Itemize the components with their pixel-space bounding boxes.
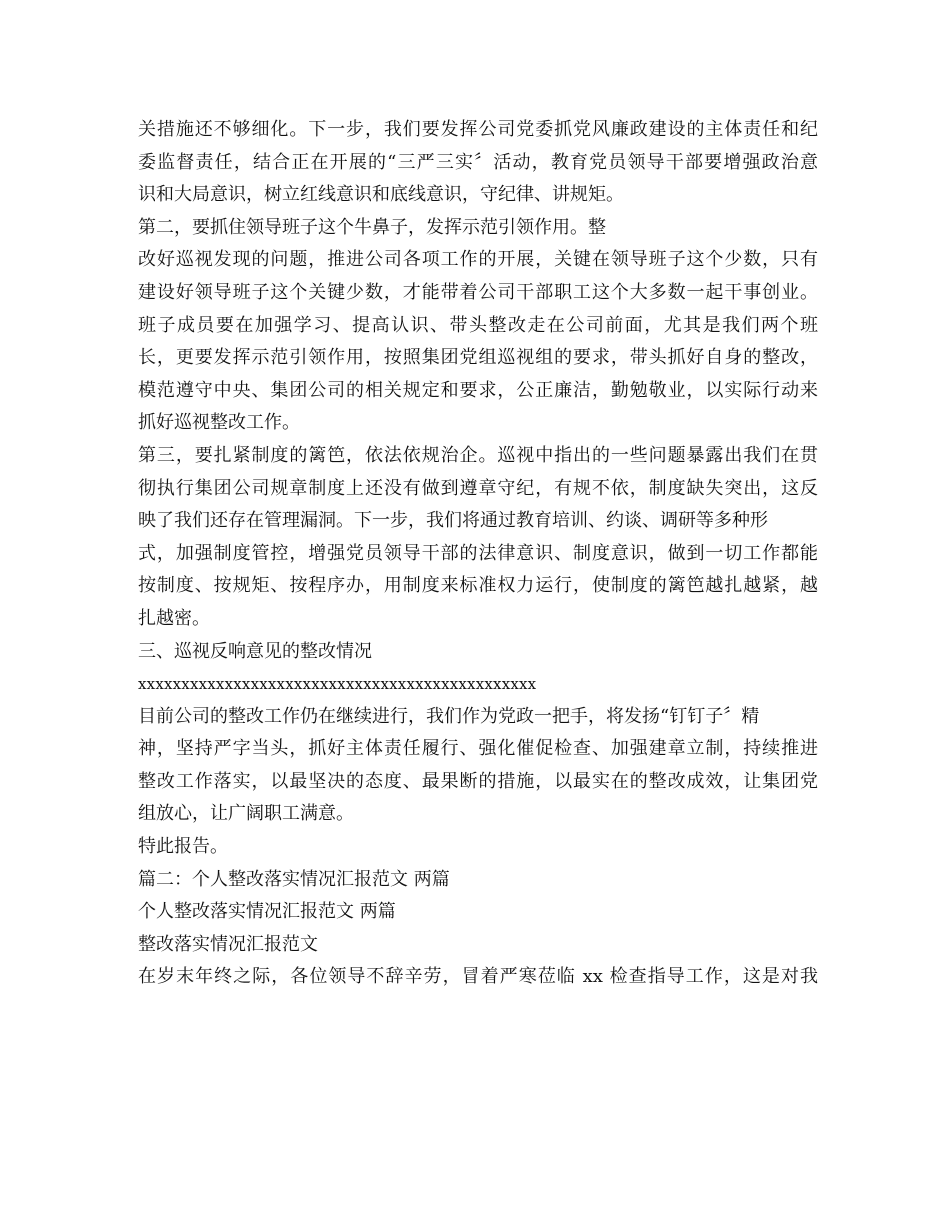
redacted-line: xxxxxxxxxxxxxxxxxxxxxxxxxxxxxxxxxxxxxxxxxxxxxx — [138, 675, 537, 694]
body-line: 神，坚持严字当头，抓好主体责任履行、强化催促检查、加强建章立制，持续推进 — [138, 738, 818, 760]
body-line: 组放心，让广阔职工满意。 — [138, 803, 354, 825]
body-line: 抓好巡视整改工作。 — [138, 412, 300, 434]
body-line: 建设好领导班子这个关键少数，才能带着公司干部职工这个大多数一起干事创业。 — [138, 281, 818, 303]
body-line: 模范遵守中央、集团公司的相关规定和要求，公正廉洁，勤勉敬业，以实际行动来 — [138, 379, 818, 401]
body-line: 映了我们还存在管理漏洞。下一步，我们将通过教育培训、约谈、调研等多种形 — [138, 510, 768, 532]
document-body — [138, 114, 818, 994]
body-line: 委监督责任，结合正在开展的“三严三实〞活动，教育党员领导干部要增强政治意 — [138, 151, 818, 173]
section-heading-third: 第三，要扎紧制度的篱笆，依法依规治企。巡视中指出的一些问题暴露出我们在贯 — [138, 444, 818, 466]
body-line: 在岁末年终之际，各位领导不辞辛劳，冒着严寒莅临 xx 检查指导工作，这是对我 — [138, 966, 818, 988]
body-line: 扎越密。 — [138, 607, 210, 629]
chapter-title: 篇二：个人整改落实情况汇报范文 两篇 — [138, 868, 450, 890]
body-line: 改好巡视发现的问题，推进公司各项工作的开展，关键在领导班子这个少数，只有 — [138, 249, 818, 271]
section-heading-second: 第二，要抓住领导班子这个牛鼻子，发挥示范引领作用。整 — [138, 216, 606, 238]
body-line: 班子成员要在加强学习、提高认识、带头整改走在公司前面，尤其是我们两个班 — [138, 314, 818, 336]
body-line: 关措施还不够细化。下一步，我们要发挥公司党委抓党风廉政建设的主体责任和纪 — [138, 119, 818, 140]
body-line: 识和大局意识，树立红线意识和底线意识，守纪律、讲规矩。 — [138, 184, 624, 206]
body-line: 彻执行集团公司规章制度上还没有做到遵章守纪，有规不依，制度缺失突出，这反 — [138, 477, 818, 499]
body-line: 按制度、按规矩、按程序办，用制度来标准权力运行，使制度的篱笆越扎越紧，越 — [138, 575, 818, 597]
body-line: 式，加强制度管控，增强党员领导干部的法律意识、制度意识，做到一切工作都能 — [138, 542, 818, 564]
doc-heading: 整改落实情况汇报范文 — [138, 933, 318, 955]
body-line: 整改工作落实，以最坚决的态度、最果断的措施，以最实在的整改成效，让集团党 — [138, 770, 818, 792]
closing-line: 特此报告。 — [138, 836, 228, 858]
body-line: 长，更要发挥示范引领作用，按照集团党组巡视组的要求，带头抓好自身的整改， — [138, 347, 818, 369]
section-heading-feedback: 三、巡视反响意见的整改情况 — [138, 640, 372, 662]
body-line: 目前公司的整改工作仍在继续进行，我们作为党政一把手，将发扬“钉钉子〞精 — [138, 705, 760, 727]
doc-subtitle: 个人整改落实情况汇报范文 两篇 — [138, 901, 396, 923]
